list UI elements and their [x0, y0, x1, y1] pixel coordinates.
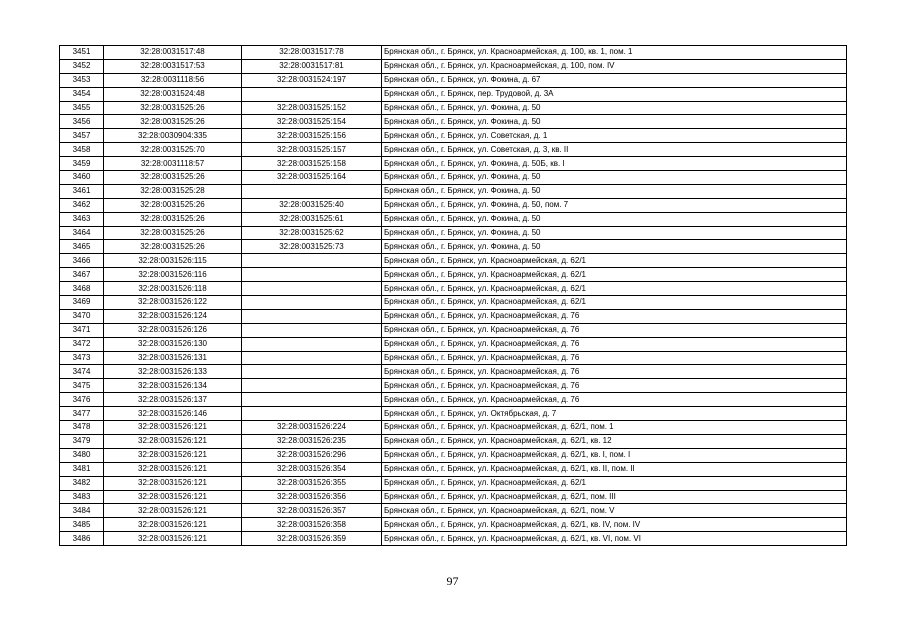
address-cell: Брянская обл., г. Брянск, пер. Трудовой, д. 3А: [382, 87, 847, 101]
object-cadastral-number-cell: 32:28:0031526:357: [242, 504, 382, 518]
row-number-cell: 3457: [60, 129, 104, 143]
row-number-cell: 3452: [60, 59, 104, 73]
object-cadastral-number-cell: [242, 254, 382, 268]
row-number-cell: 3459: [60, 157, 104, 171]
table-row: [60, 226, 847, 240]
address-cell: Брянская обл., г. Брянск, ул. Фокина, д. 67: [382, 73, 847, 87]
land-cadastral-number-cell: 32:28:0031526:133: [104, 365, 242, 379]
address-cell: Брянская обл., г. Брянск, ул. Красноармейская, д. 62/1: [382, 476, 847, 490]
land-cadastral-number-cell: 32:28:0031118:57: [104, 157, 242, 171]
row-number-cell: 3469: [60, 296, 104, 310]
land-cadastral-number-cell: 32:28:0031526:121: [104, 518, 242, 532]
land-cadastral-number-cell: 32:28:0031526:126: [104, 323, 242, 337]
table-row: [60, 254, 847, 268]
object-cadastral-number-cell: [242, 309, 382, 323]
object-cadastral-number-cell: 32:28:0031525:156: [242, 129, 382, 143]
object-cadastral-number-cell: 32:28:0031525:40: [242, 198, 382, 212]
object-cadastral-number-cell: [242, 337, 382, 351]
address-cell: Брянская обл., г. Брянск, ул. Красноармейская, д. 76: [382, 309, 847, 323]
row-number-cell: 3480: [60, 448, 104, 462]
row-number-cell: 3465: [60, 240, 104, 254]
land-cadastral-number-cell: 32:28:0031526:116: [104, 268, 242, 282]
table-row: [60, 351, 847, 365]
table-row: [60, 379, 847, 393]
row-number-cell: 3467: [60, 268, 104, 282]
address-cell: Брянская обл., г. Брянск, ул. Фокина, д. 50, пом. 7: [382, 198, 847, 212]
object-cadastral-number-cell: 32:28:0031526:356: [242, 490, 382, 504]
table-row: [60, 143, 847, 157]
land-cadastral-number-cell: 32:28:0031526:131: [104, 351, 242, 365]
object-cadastral-number-cell: 32:28:0031526:235: [242, 434, 382, 448]
object-cadastral-number-cell: 32:28:0031526:224: [242, 421, 382, 435]
row-number-cell: 3466: [60, 254, 104, 268]
land-cadastral-number-cell: 32:28:0031525:26: [104, 240, 242, 254]
object-cadastral-number-cell: [242, 268, 382, 282]
registry-table-body: [60, 46, 847, 546]
table-row: [60, 46, 847, 60]
object-cadastral-number-cell: 32:28:0031525:158: [242, 157, 382, 171]
table-row: [60, 212, 847, 226]
table-row: [60, 407, 847, 421]
land-cadastral-number-cell: 32:28:0031526:121: [104, 504, 242, 518]
row-number-cell: 3460: [60, 171, 104, 185]
object-cadastral-number-cell: 32:28:0031525:157: [242, 143, 382, 157]
object-cadastral-number-cell: 32:28:0031525:152: [242, 101, 382, 115]
land-cadastral-number-cell: 32:28:0031526:121: [104, 462, 242, 476]
table-row: [60, 309, 847, 323]
object-cadastral-number-cell: [242, 393, 382, 407]
address-cell: Брянская обл., г. Брянск, ул. Фокина, д. 50: [382, 115, 847, 129]
row-number-cell: 3474: [60, 365, 104, 379]
address-cell: Брянская обл., г. Брянск, ул. Красноармейская, д. 62/1, кв. I, пом. I: [382, 448, 847, 462]
land-cadastral-number-cell: 32:28:0031526:115: [104, 254, 242, 268]
address-cell: Брянская обл., г. Брянск, ул. Красноармейская, д. 62/1: [382, 282, 847, 296]
table-row: [60, 462, 847, 476]
land-cadastral-number-cell: 32:28:0031526:122: [104, 296, 242, 310]
address-cell: Брянская обл., г. Брянск, ул. Красноармейская, д. 76: [382, 393, 847, 407]
row-number-cell: 3484: [60, 504, 104, 518]
address-cell: Брянская обл., г. Брянск, ул. Фокина, д. 50: [382, 226, 847, 240]
table-row: [60, 504, 847, 518]
row-number-cell: 3471: [60, 323, 104, 337]
land-cadastral-number-cell: 32:28:0031526:121: [104, 448, 242, 462]
row-number-cell: 3482: [60, 476, 104, 490]
table-row: [60, 198, 847, 212]
address-cell: Брянская обл., г. Брянск, ул. Октябрьская, д. 7: [382, 407, 847, 421]
land-cadastral-number-cell: 32:28:0031526:121: [104, 421, 242, 435]
object-cadastral-number-cell: 32:28:0031525:164: [242, 171, 382, 185]
land-cadastral-number-cell: 32:28:0031525:26: [104, 226, 242, 240]
land-cadastral-number-cell: 32:28:0031525:26: [104, 212, 242, 226]
address-cell: Брянская обл., г. Брянск, ул. Красноармейская, д. 76: [382, 337, 847, 351]
object-cadastral-number-cell: [242, 184, 382, 198]
object-cadastral-number-cell: [242, 296, 382, 310]
row-number-cell: 3475: [60, 379, 104, 393]
table-row: [60, 157, 847, 171]
row-number-cell: 3468: [60, 282, 104, 296]
row-number-cell: 3463: [60, 212, 104, 226]
address-cell: Брянская обл., г. Брянск, ул. Красноармейская, д. 62/1: [382, 296, 847, 310]
row-number-cell: 3462: [60, 198, 104, 212]
row-number-cell: 3486: [60, 532, 104, 546]
object-cadastral-number-cell: 32:28:0031525:61: [242, 212, 382, 226]
table-row: [60, 393, 847, 407]
table-row: [60, 323, 847, 337]
land-cadastral-number-cell: 32:28:0031526:121: [104, 490, 242, 504]
address-cell: Брянская обл., г. Брянск, ул. Фокина, д. 50: [382, 212, 847, 226]
table-row: [60, 434, 847, 448]
object-cadastral-number-cell: 32:28:0031525:62: [242, 226, 382, 240]
object-cadastral-number-cell: [242, 407, 382, 421]
table-row: [60, 129, 847, 143]
row-number-cell: 3456: [60, 115, 104, 129]
object-cadastral-number-cell: 32:28:0031526:359: [242, 532, 382, 546]
page-number: 97: [446, 574, 459, 588]
address-cell: Брянская обл., г. Брянск, ул. Красноармейская, д. 100, пом. IV: [382, 59, 847, 73]
address-cell: Брянская обл., г. Брянск, ул. Фокина, д. 50: [382, 171, 847, 185]
object-cadastral-number-cell: 32:28:0031524:197: [242, 73, 382, 87]
object-cadastral-number-cell: [242, 323, 382, 337]
table-row: [60, 337, 847, 351]
table-row: [60, 87, 847, 101]
row-number-cell: 3458: [60, 143, 104, 157]
land-cadastral-number-cell: 32:28:0031526:137: [104, 393, 242, 407]
address-cell: Брянская обл., г. Брянск, ул. Красноармейская, д. 76: [382, 323, 847, 337]
row-number-cell: 3477: [60, 407, 104, 421]
land-cadastral-number-cell: 32:28:0031526:121: [104, 532, 242, 546]
address-cell: Брянская обл., г. Брянск, ул. Советская, д. 3, кв. II: [382, 143, 847, 157]
address-cell: Брянская обл., г. Брянск, ул. Фокина, д. 50Б, кв. I: [382, 157, 847, 171]
table-row: [60, 421, 847, 435]
row-number-cell: 3454: [60, 87, 104, 101]
object-cadastral-number-cell: 32:28:0031525:154: [242, 115, 382, 129]
table-row: [60, 59, 847, 73]
address-cell: Брянская обл., г. Брянск, ул. Красноармейская, д. 62/1, кв. IV, пом. IV: [382, 518, 847, 532]
table-row: [60, 115, 847, 129]
land-cadastral-number-cell: 32:28:0031526:118: [104, 282, 242, 296]
row-number-cell: 3461: [60, 184, 104, 198]
row-number-cell: 3476: [60, 393, 104, 407]
land-cadastral-number-cell: 32:28:0031525:70: [104, 143, 242, 157]
address-cell: Брянская обл., г. Брянск, ул. Красноармейская, д. 76: [382, 365, 847, 379]
table-row: [60, 282, 847, 296]
land-cadastral-number-cell: 32:28:0031525:26: [104, 115, 242, 129]
table-row: [60, 184, 847, 198]
land-cadastral-number-cell: 32:28:0031526:134: [104, 379, 242, 393]
address-cell: Брянская обл., г. Брянск, ул. Красноармейская, д. 62/1, пом. V: [382, 504, 847, 518]
land-cadastral-number-cell: 32:28:0031526:146: [104, 407, 242, 421]
table-row: [60, 448, 847, 462]
object-cadastral-number-cell: [242, 379, 382, 393]
table-row: [60, 268, 847, 282]
row-number-cell: 3470: [60, 309, 104, 323]
row-number-cell: 3455: [60, 101, 104, 115]
object-cadastral-number-cell: 32:28:0031526:296: [242, 448, 382, 462]
object-cadastral-number-cell: [242, 365, 382, 379]
address-cell: Брянская обл., г. Брянск, ул. Красноармейская, д. 76: [382, 351, 847, 365]
object-cadastral-number-cell: 32:28:0031525:73: [242, 240, 382, 254]
address-cell: Брянская обл., г. Брянск, ул. Советская, д. 1: [382, 129, 847, 143]
land-cadastral-number-cell: 32:28:0031525:26: [104, 101, 242, 115]
address-cell: Брянская обл., г. Брянск, ул. Красноармейская, д. 100, кв. 1, пом. 1: [382, 46, 847, 60]
land-cadastral-number-cell: 32:28:0031526:130: [104, 337, 242, 351]
address-cell: Брянская обл., г. Брянск, ул. Красноармейская, д. 62/1, пом. 1: [382, 421, 847, 435]
table-row: [60, 490, 847, 504]
address-cell: Брянская обл., г. Брянск, ул. Красноармейская, д. 62/1, кв. 12: [382, 434, 847, 448]
object-cadastral-number-cell: [242, 351, 382, 365]
object-cadastral-number-cell: [242, 282, 382, 296]
land-cadastral-number-cell: 32:28:0031525:28: [104, 184, 242, 198]
address-cell: Брянская обл., г. Брянск, ул. Красноармейская, д. 76: [382, 379, 847, 393]
address-cell: Брянская обл., г. Брянск, ул. Красноармейская, д. 62/1: [382, 254, 847, 268]
table-row: [60, 532, 847, 546]
object-cadastral-number-cell: 32:28:0031517:78: [242, 46, 382, 60]
table-row: [60, 240, 847, 254]
row-number-cell: 3478: [60, 421, 104, 435]
row-number-cell: 3481: [60, 462, 104, 476]
table-row: [60, 101, 847, 115]
land-cadastral-number-cell: 32:28:0031524:48: [104, 87, 242, 101]
table-row: [60, 476, 847, 490]
row-number-cell: 3479: [60, 434, 104, 448]
land-cadastral-number-cell: 32:28:0031526:121: [104, 476, 242, 490]
address-cell: Брянская обл., г. Брянск, ул. Красноармейская, д. 62/1, кв. VI, пом. VI: [382, 532, 847, 546]
land-cadastral-number-cell: 32:28:0031517:53: [104, 59, 242, 73]
address-cell: Брянская обл., г. Брянск, ул. Красноармейская, д. 62/1, пом. III: [382, 490, 847, 504]
registry-table: [59, 45, 847, 546]
row-number-cell: 3453: [60, 73, 104, 87]
table-row: [60, 518, 847, 532]
land-cadastral-number-cell: 32:28:0031526:121: [104, 434, 242, 448]
table-row: [60, 171, 847, 185]
address-cell: Брянская обл., г. Брянск, ул. Фокина, д. 50: [382, 240, 847, 254]
row-number-cell: 3485: [60, 518, 104, 532]
object-cadastral-number-cell: 32:28:0031526:355: [242, 476, 382, 490]
object-cadastral-number-cell: 32:28:0031526:354: [242, 462, 382, 476]
address-cell: Брянская обл., г. Брянск, ул. Фокина, д. 50: [382, 184, 847, 198]
address-cell: Брянская обл., г. Брянск, ул. Красноармейская, д. 62/1, кв. II, пом. II: [382, 462, 847, 476]
row-number-cell: 3464: [60, 226, 104, 240]
table-row: [60, 296, 847, 310]
address-cell: Брянская обл., г. Брянск, ул. Красноармейская, д. 62/1: [382, 268, 847, 282]
address-cell: Брянская обл., г. Брянск, ул. Фокина, д. 50: [382, 101, 847, 115]
object-cadastral-number-cell: 32:28:0031517:81: [242, 59, 382, 73]
land-cadastral-number-cell: 32:28:0031526:124: [104, 309, 242, 323]
row-number-cell: 3483: [60, 490, 104, 504]
table-row: [60, 73, 847, 87]
object-cadastral-number-cell: 32:28:0031526:358: [242, 518, 382, 532]
row-number-cell: 3473: [60, 351, 104, 365]
land-cadastral-number-cell: 32:28:0031118:56: [104, 73, 242, 87]
row-number-cell: 3472: [60, 337, 104, 351]
land-cadastral-number-cell: 32:28:0031517:48: [104, 46, 242, 60]
land-cadastral-number-cell: 32:28:0030904:335: [104, 129, 242, 143]
land-cadastral-number-cell: 32:28:0031525:26: [104, 198, 242, 212]
row-number-cell: 3451: [60, 46, 104, 60]
land-cadastral-number-cell: 32:28:0031525:26: [104, 171, 242, 185]
object-cadastral-number-cell: [242, 87, 382, 101]
table-row: [60, 365, 847, 379]
